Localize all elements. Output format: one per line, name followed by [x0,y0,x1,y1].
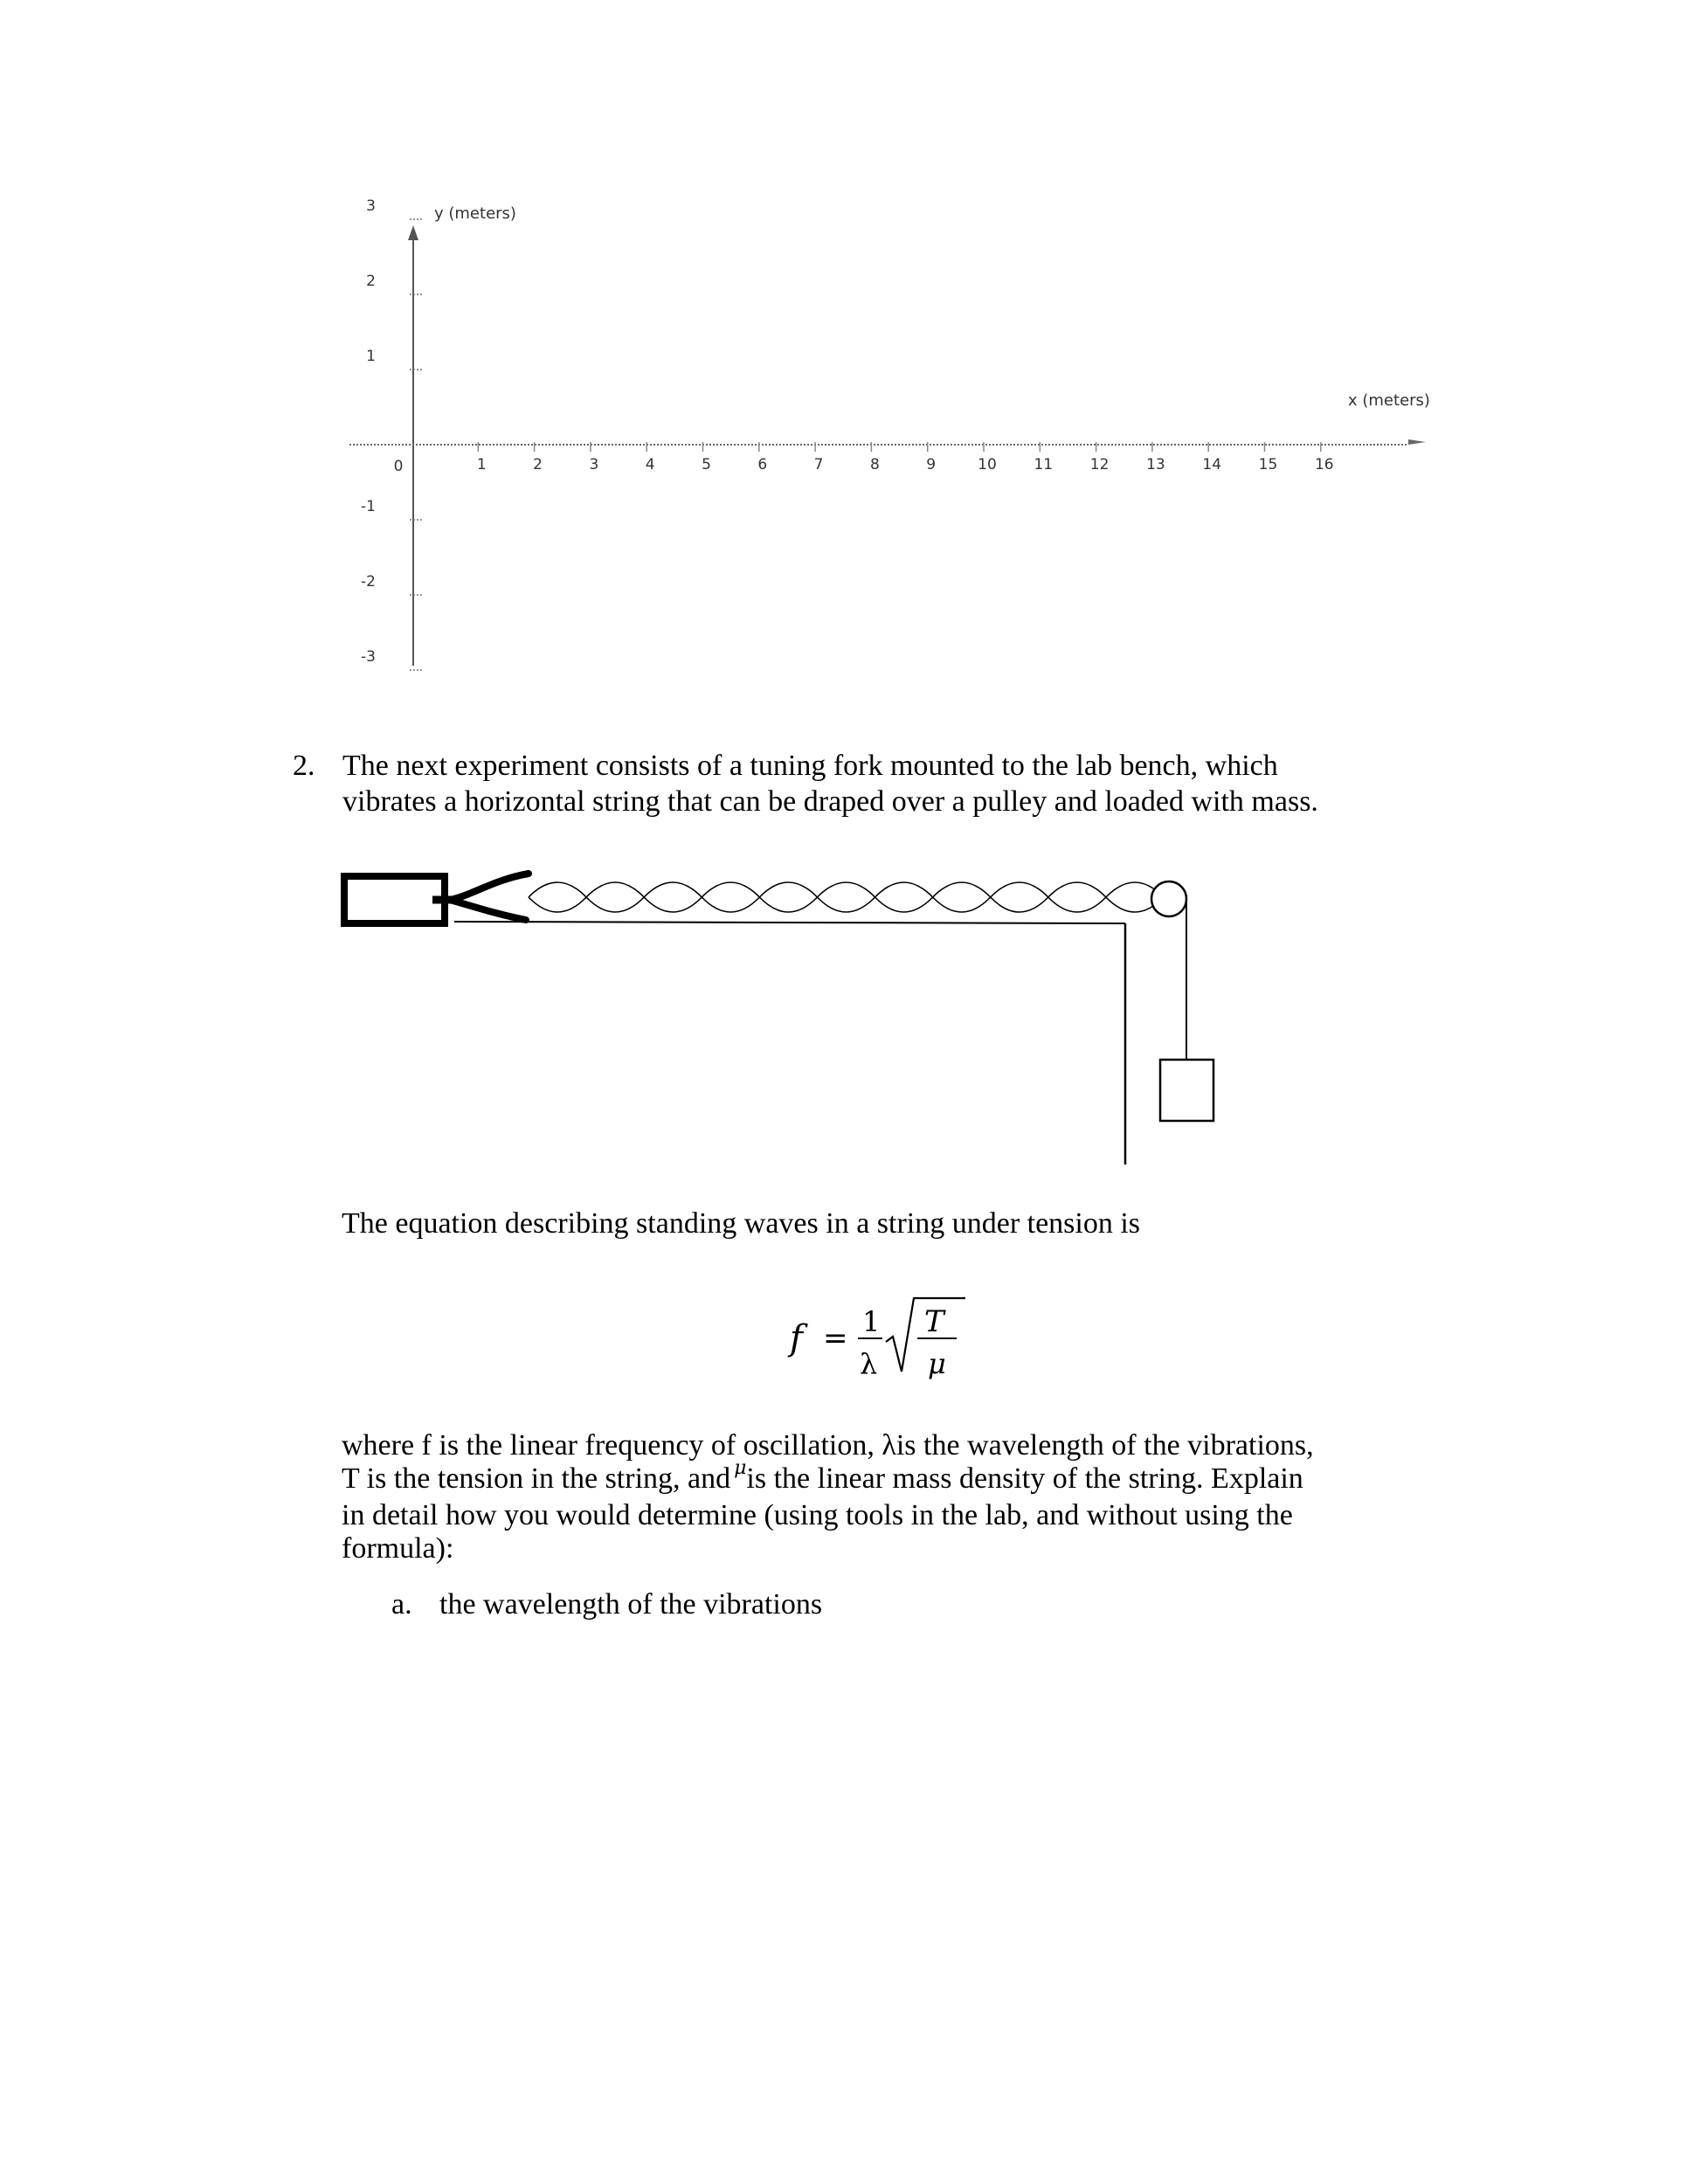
coordinate-axes-graph [0,0,1687,716]
sub-item-text: the wavelength of the vibrations [439,1588,823,1621]
standing-wave-formula [778,1275,987,1380]
x-tick-label: 6 [757,456,768,473]
formula-lhs: f [790,1318,803,1358]
x-axis-arrow [1408,439,1426,445]
x-tick-label: 16 [1314,456,1334,473]
sub-item-label: a. [391,1588,412,1621]
question-number: 2. [293,750,315,782]
x-tick-label: 5 [702,456,711,473]
x-tick-label: 14 [1202,456,1222,473]
x-tick-label: 9 [926,456,937,473]
pulley [1151,881,1186,916]
tuning-fork-apparatus-diagram [332,860,1241,1175]
x-tick-label: 15 [1258,456,1278,473]
y-tick-label: -2 [361,573,376,591]
formula-denominator: λ [860,1347,878,1380]
x-tick-label: 8 [869,456,880,473]
x-tick-label: 11 [1034,456,1054,473]
standing-wave-envelope-lower [529,897,1164,912]
x-tick-label: 13 [1146,456,1165,473]
question-text [342,748,1478,819]
y-tick-label: 1 [366,348,376,365]
standing-wave-envelope-upper [529,882,1164,897]
tuning-fork-box [344,876,445,923]
explanation-line-1: where f is the linear frequency of oscillation, λis the wavelength of the vibrations, [342,1429,1314,1462]
question-line-1: The next experiment consists of a tuning fork mounted to the lab bench, which [342,750,1278,782]
y-tick-label: 3 [366,197,376,215]
x-origin-label: 0 [393,458,404,475]
x-tick-label: 12 [1089,456,1110,473]
y-tick-label: -1 [361,498,376,515]
formula-equals: = [823,1321,848,1356]
fork-upper-prong [450,874,529,900]
explanation-paragraph [342,1429,1504,1565]
hanging-mass [1160,1060,1213,1121]
explanation-line-2b: is the linear mass density of the string. Explain [746,1462,1303,1495]
formula-numerator: 1 [862,1305,881,1338]
mu-symbol: μ [734,1457,747,1479]
graph-axes [349,219,1426,670]
formula-root-denominator: μ [928,1347,946,1380]
question-line-2: vibrates a horizontal string that can be draped over a pulley and loaded with mass. [342,785,1318,818]
x-tick-label: 3 [589,456,599,473]
y-axis-arrow [408,225,418,240]
x-tick-label: 10 [978,456,997,473]
x-tick-label: 2 [533,456,543,473]
explanation-line-3: in detail how you would determine (using tools in the lab, and without using the [342,1499,1293,1531]
explanation-line-2 [342,1457,1504,1499]
x-tick-label: 7 [813,456,824,473]
table-edge-top [454,922,1125,923]
x-tick-labels [394,456,1334,475]
y-tick-label: 2 [366,273,376,290]
fork-lower-prong [450,900,526,920]
y-tick-label: -3 [361,648,376,666]
y-axis-title: y (meters) [434,204,516,223]
x-tick-label: 1 [476,456,487,473]
y-tick-labels [361,197,376,666]
formula-root-numerator: T [924,1304,944,1339]
explanation-line-4: formula): [342,1532,454,1565]
equation-intro: The equation describing standing waves in a string under tension is [342,1207,1141,1240]
x-tick-label: 4 [645,456,655,473]
explanation-line-2a: T is the tension in the string, and [342,1462,731,1495]
x-axis-title: x (meters) [1348,391,1430,410]
